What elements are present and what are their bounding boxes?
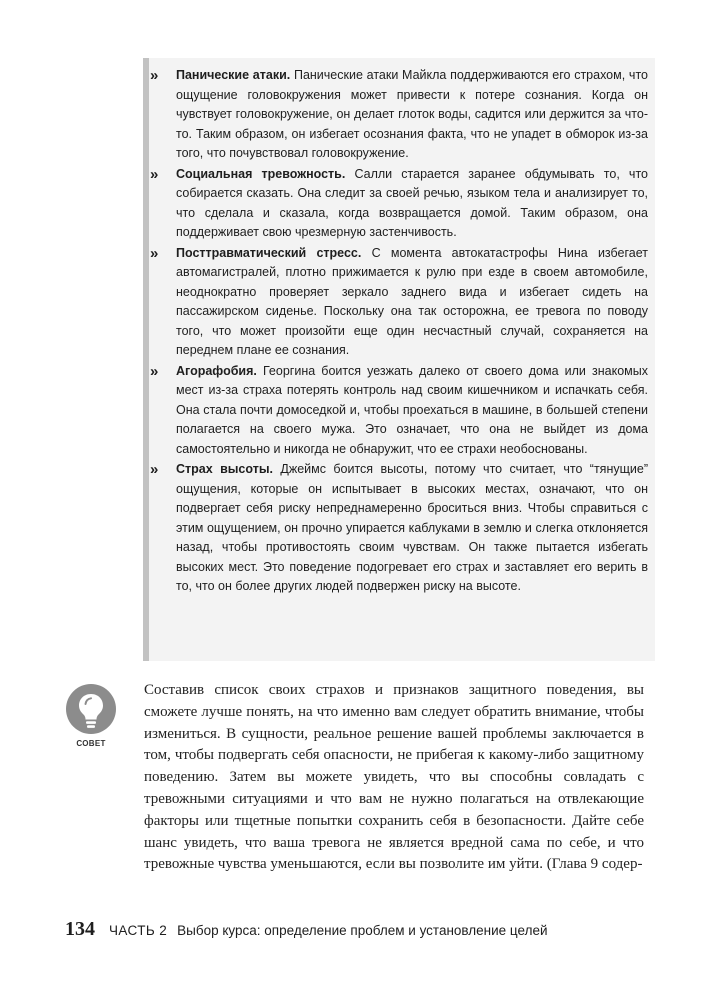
page-footer bbox=[65, 918, 655, 941]
running-title: Выбор курса: определение проблем и установление целей bbox=[177, 923, 548, 938]
list-item bbox=[148, 66, 648, 164]
bullet-marker: » bbox=[150, 165, 159, 183]
part-label: ЧАСТЬ 2 bbox=[109, 923, 168, 938]
bullet-marker: » bbox=[150, 362, 159, 380]
bullet-marker: » bbox=[150, 67, 159, 84]
tip-label: СОВЕТ bbox=[76, 739, 106, 748]
bullet-list bbox=[148, 66, 648, 598]
item-body: Георгина боится уезжать далеко от своего дома или знакомых мест из-за страха потерять контроль над своим кишечником и испачкать себя. Она стала почти домоседкой и, чтобы проехаться в машине, в большей степени полагается на своего мужа. Это означает, что она не выйдет из дома самостоятельно и никогда не обнаружит, что ее страхи необоснованы. bbox=[176, 363, 648, 456]
item-body: Салли старается заранее обдумывать то, что собирается сказать. Она следит за своей речью, языком тела и анализирует то, что сделала и сказала, когда возвращается домой. Таким образом, она поддерживает свою чрезмерную застенчивость. bbox=[176, 166, 648, 239]
bullet-marker: » bbox=[150, 461, 159, 478]
item-title: Агорафобия. bbox=[176, 363, 257, 378]
item-title: Страх высоты. bbox=[176, 462, 273, 476]
list-item bbox=[148, 244, 648, 361]
item-title: Посттравматический стресс. bbox=[176, 245, 362, 260]
page-number: 134 bbox=[65, 918, 95, 940]
item-body: Джеймс боится высоты, потому что считает, что “тянущие” ощущения, которые он испытывает в высоких местах, означают, что он подвергает себя риску непреднамеренно броситься вниз. Чтобы справиться с этим ощущением, он прочно упирается каблуками в землю и слегка отклоняется назад, чтобы противостоять своим чувствам. Он также пытается избегать высоких мест. Это поведение подогревает его страх и заставляет его верить в то, что он более других людей подвержен риску на высоте. bbox=[176, 462, 648, 593]
item-title: Социальная тревожность. bbox=[176, 166, 346, 181]
item-body: С момента автокатастрофы Нина избегает автомагистралей, плотно прижимается к рулю при езде в своем автомобиле, неоднократно проверяет зеркало заднего вида и избегает сидеть на пассажирском сиденье. Поскольку она так осторожна, ее тревога по поводу того, что может произойти еще один несчастный случай, сохраняется на переднем плане ее сознания. bbox=[176, 245, 648, 357]
list-item bbox=[148, 362, 648, 460]
list-item bbox=[148, 460, 648, 597]
tip-paragraph: Составив список своих страхов и признаков защитного поведения, вы сможете лучше понять, на что именно вам следует обратить внимание, чтобы измениться. В сущности, реальное решение вашей проблемы заключается в том, чтобы подвергать себя опасности, не прибегая к какому-либо защитному поведению. Затем вы можете увидеть, что вы способны совладать с тревожными ситуациями и что вам не нужно полагаться на отвлекающие факторы или тщетные попытки сохранить себя в безопасности. Дайте себе шанс увидеть, что ваша тревога не является вредной сама по себе, и что тревожные чувства уменьшаются, если вы позволите им уйти. (Глава 9 содер- bbox=[144, 682, 644, 873]
lightbulb-icon bbox=[65, 683, 117, 735]
list-item bbox=[148, 165, 648, 243]
bullet-marker: » bbox=[150, 244, 159, 262]
item-body: Панические атаки Майкла поддерживаются его страхом, что ощущение головокружения может привести к потере сознания. Когда он чувствует головокружение, он делает глоток воды, садится или держится за что-то. Таким образом, он избегает осознания факта, что не упадет в обморок из-за того, что почувствовал головокружение. bbox=[176, 68, 648, 160]
item-title: Панические атаки. bbox=[176, 68, 291, 82]
